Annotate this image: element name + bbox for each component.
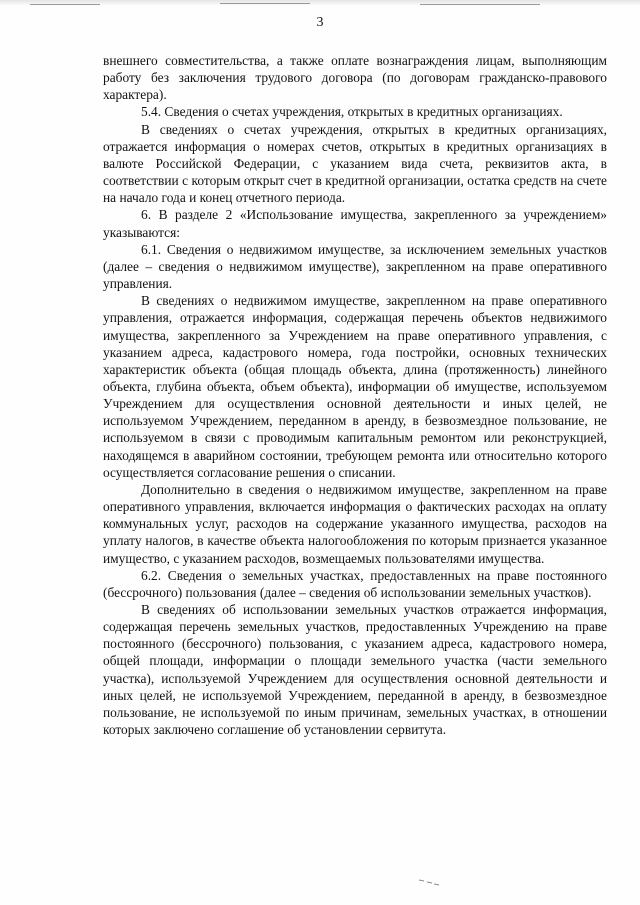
paragraph-7: Дополнительно в сведения о недвижимом имуществе, закрепленном на праве оперативного управления, включается информация о фактических расходах на оплату коммунальных услуг, расходов на содержание указанного имущества, расходов на уплату налогов, в качестве объекта налогообложения по которым признается указанное имущество, с указанием расходов, возмещаемых пользователями имущества. [103, 481, 607, 566]
paragraph-8: 6.2. Сведения о земельных участках, предоставленных на праве постоянного (бессрочного) пользования (далее – сведения об использовании земельных участков). [103, 567, 607, 600]
scan-artifact [420, 4, 540, 5]
scan-artifact [220, 3, 310, 4]
paragraph-4: 6. В разделе 2 «Использование имущества, закрепленного за учреждением» указываются: [103, 207, 607, 240]
paragraph-3: В сведениях о счетах учреждения, открытых в кредитных организациях, отражается информация о номерах счетов, открытых в кредитных организациях в валюте Российской Федерации, с указанием вида счета, реквизитов акта, в соответствии с которым открыт счет в кредитной организации, остатка средств на счете на начало года и конец отчетного периода. [103, 121, 607, 206]
scan-edge-shadow [0, 0, 640, 6]
paragraph-1: внешнего совместительства, а также оплате вознаграждения лицам, выполняющим работу без заключения трудового договора (по договорам гражданско-правового характера). [103, 53, 607, 103]
page-number: 3 [316, 15, 324, 30]
scan-artifact [30, 4, 100, 5]
paragraph-5: 6.1. Сведения о недвижимом имуществе, за исключением земельных участков (далее – сведения о недвижимом имуществе), закрепленном на праве оперативного управления. [103, 241, 607, 292]
paragraph-2: 5.4. Сведения о счетах учреждения, открытых в кредитных организациях. [141, 104, 563, 120]
scan-mark [418, 878, 440, 886]
paragraph-9: В сведениях об использовании земельных участков отражается информация, содержащая перечень земельных участков, предоставленных Учреждению на праве постоянного (бессрочного) пользования, с указанием адреса, кадастрового номера, общей площади, информации о площади земельного участка (части земельного участка), используемой Учреждением для осуществления основной деятельности и иных целей, не используемой Учреждением, переданной в аренду, в безвозмездное пользование, не используемой по иным причинам, земельных участках, в отношении которых заключено соглашение об установлении сервитута. [103, 602, 607, 738]
paragraph-6: В сведениях о недвижимом имуществе, закрепленном на праве оперативного управления, отражается информация, содержащая перечень объектов недвижимого имущества, закрепленного за Учреждением на праве оперативного управления, с указанием адреса, кадастрового номера, года постройки, основных технических характеристик объекта (общая площадь объекта, длина (протяженность) линейного объекта, глубина объекта, объем объекта), информации об имуществе, используемом Учреждением для осуществления основной деятельности и иных целей, не используемом Учреждением, переданном в аренду, в безвозмездное пользование, не используемом в связи с проводимым капитальным ремонтом или реконструкцией, находящемся в аварийном состоянии, требующем ремонта или относительно которого осуществляется согласование решения о списании. [103, 293, 607, 480]
document-body [103, 52, 607, 738]
